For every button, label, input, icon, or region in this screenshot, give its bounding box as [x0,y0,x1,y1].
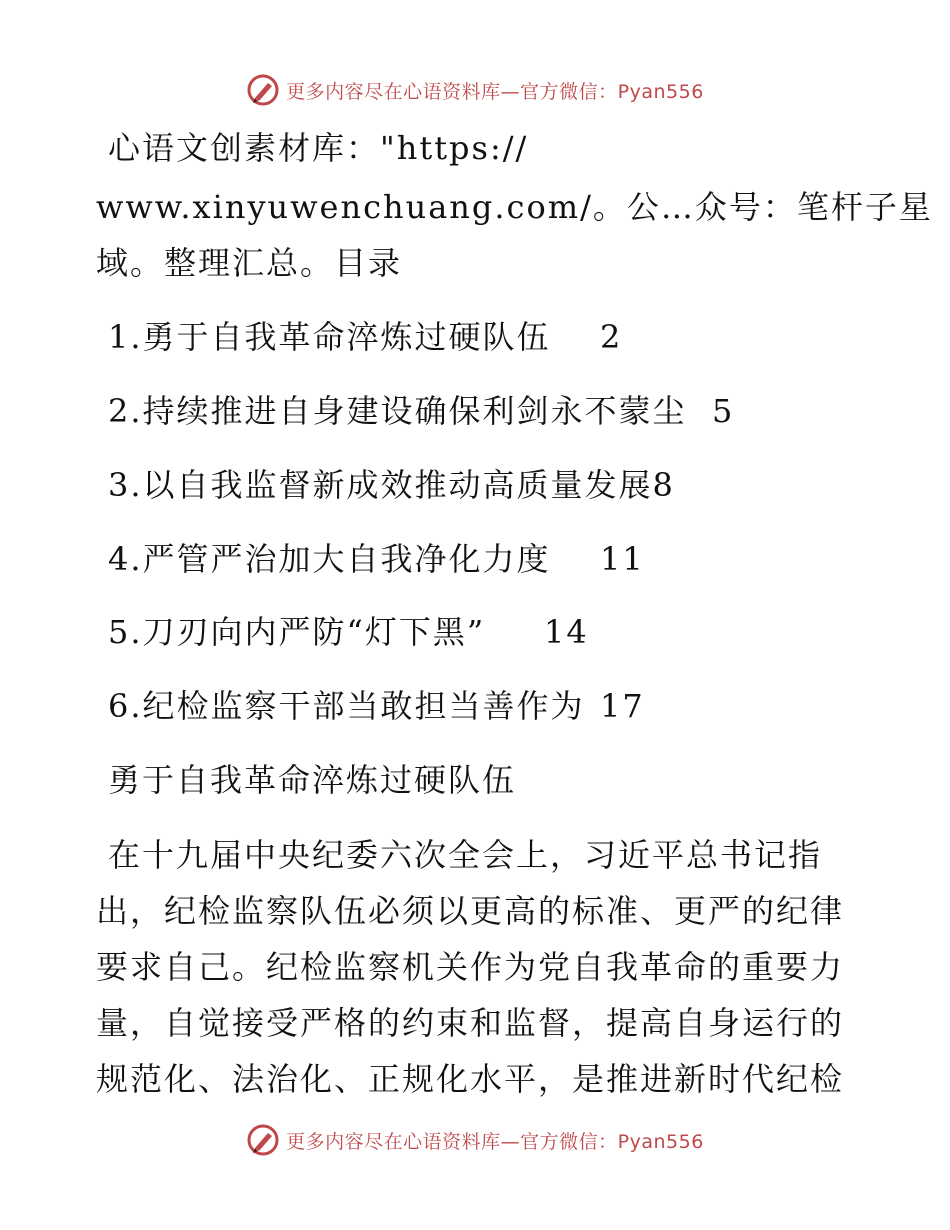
body-line: 出，纪检监察队伍必须以更高的标准、更严的纪律 [96,892,845,930]
body-line: 量，自觉接受严格的约束和监督，提高自身运行的 [96,1004,845,1042]
intro-line-1: 心语文创素材库："https:// [108,129,529,167]
watermark-text: 更多内容尽在心语资料库—官方微信：Pyan556 [286,1130,704,1153]
toc-item-label: 5.刀刃向内严防“灯下黑” [108,613,486,651]
toc-item-page: 2 [600,318,623,356]
toc-item-label: 4.严管严治加大自我净化力度 [108,540,551,578]
section-heading: 勇于自我革命淬炼过硬队伍 [108,761,517,799]
pen-logo-icon [246,73,280,107]
toc-item-label: 2.持续推进自身建设确保利剑永不蒙尘 [108,392,687,430]
toc-item-page: 5 [712,392,735,430]
watermark-banner-top [0,70,950,110]
toc-item-page: 11 [600,540,645,578]
body-line: 要求自己。纪检监察机关作为党自我革命的重要力 [96,948,845,986]
intro-line-2: www.xinyuwenchuang.com/。公…众号：笔杆子星 [96,188,933,226]
toc-item [108,391,735,431]
body-line: 规范化、法治化、正规化水平，是推进新时代纪检 [96,1060,845,1098]
toc-item [108,317,623,357]
toc-item [108,686,645,726]
toc-item-page: 17 [600,687,645,725]
watermark-banner-bottom [0,1120,950,1160]
intro-line-3: 域。整理汇总。目录 [96,244,403,282]
toc-item-label: 1.勇于自我革命淬炼过硬队伍 [108,318,551,356]
toc-item [108,612,589,652]
toc-item [108,539,645,579]
toc-item-label: 3.以自我监督新成效推动高质量发展 [108,466,653,504]
body-line: 在十九届中央纪委六次全会上，习近平总书记指 [108,836,823,874]
pen-logo-icon [246,1123,280,1157]
toc-item-page: 14 [544,613,589,651]
watermark-text: 更多内容尽在心语资料库—官方微信：Pyan556 [286,80,704,103]
toc-item [108,465,675,505]
toc-item-page: 8 [652,466,675,504]
toc-item-label: 6.纪检监察干部当敢担当善作为 [108,687,585,725]
